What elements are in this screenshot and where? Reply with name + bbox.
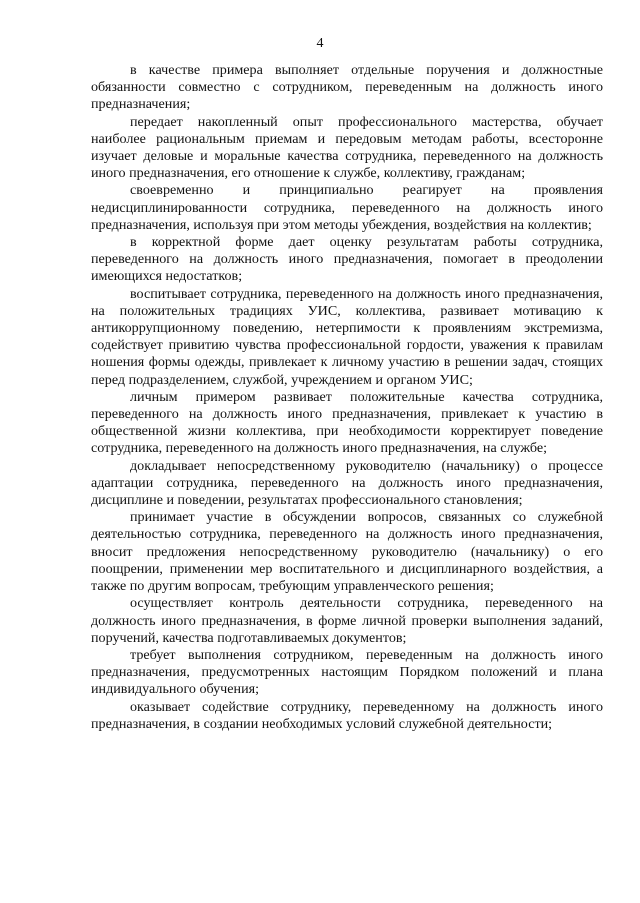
- paragraph-4: в корректной форме дает оценку результатам работы сотрудника, переведенного на должность иного предназначения, помогает в преодолении имеющихся недостатков;: [91, 234, 603, 285]
- paragraph-1: в качестве примера выполняет отдельные поручения и должностные обязанности совместно с сотрудником, переведенным на должность иного предназначения;: [91, 62, 603, 113]
- paragraph-11: оказывает содействие сотруднику, переведенному на должность иного предназначения, в создании необходимых условий служебной деятельности;: [91, 698, 603, 732]
- paragraph-3: своевременно и принципиально реагирует на проявления недисциплинированности сотрудника, переведенного на должность иного предназначения, используя при этом методы убеждения, воздействия на коллектив;: [91, 182, 603, 233]
- paragraph-2: передает накопленный опыт профессионального мастерства, обучает наиболее рациональным приемам и передовым методам работы, всесторонне изучает деловые и моральные качества сотрудника, переведенного на должность иного предназначения, его отношение к службе, коллективу, гражданам;: [91, 113, 603, 182]
- paragraph-7: докладывает непосредственному руководителю (начальнику) о процессе адаптации сотрудника, переведенного на должность иного предназначения, дисциплине и поведении, результатах профессионального становления;: [91, 457, 603, 509]
- document-body: [91, 62, 603, 733]
- paragraph-5: воспитывает сотрудника, переведенного на должность иного предназначения, на положительных традициях УИС, коллектива, развивает мотивацию к антикоррупционному поведению, нетерпимости к проявлениям экстремизма, содействует привитию чувства профессиональной гордости, уважения к правилам ношения формы одежды, привлекает к личному участию в решении задач, стоящих перед подразделением, службой, учреждением и органом УИС;: [91, 285, 603, 388]
- paragraph-10: требует выполнения сотрудником, переведенным на должность иного предназначения, предусмотренных настоящим Порядком положений и плана индивидуального обучения;: [91, 646, 603, 698]
- page-number: 4: [316, 36, 324, 51]
- paragraph-8: принимает участие в обсуждении вопросов, связанных со служебной деятельностью сотрудника, переведенного на должность иного предназначения, вносит предложения непосредственному руководителю (начальнику) о его поощрении, применении мер воспитательного и дисциплинарного воздействия, а также по другим вопросам, требующим управленческого решения;: [91, 509, 603, 595]
- paragraph-6: личным примером развивает положительные качества сотрудника, переведенного на должность иного предназначения, привлекает к участию в общественной жизни коллектива, при необходимости корректирует поведение сотрудника, переведенного на должность иного предназначения, на службе;: [91, 388, 603, 457]
- paragraph-9: осуществляет контроль деятельности сотрудника, переведенного на должность иного предназначения, в форме личной проверки выполнения заданий, поручений, качества подготавливаемых документов;: [91, 595, 603, 646]
